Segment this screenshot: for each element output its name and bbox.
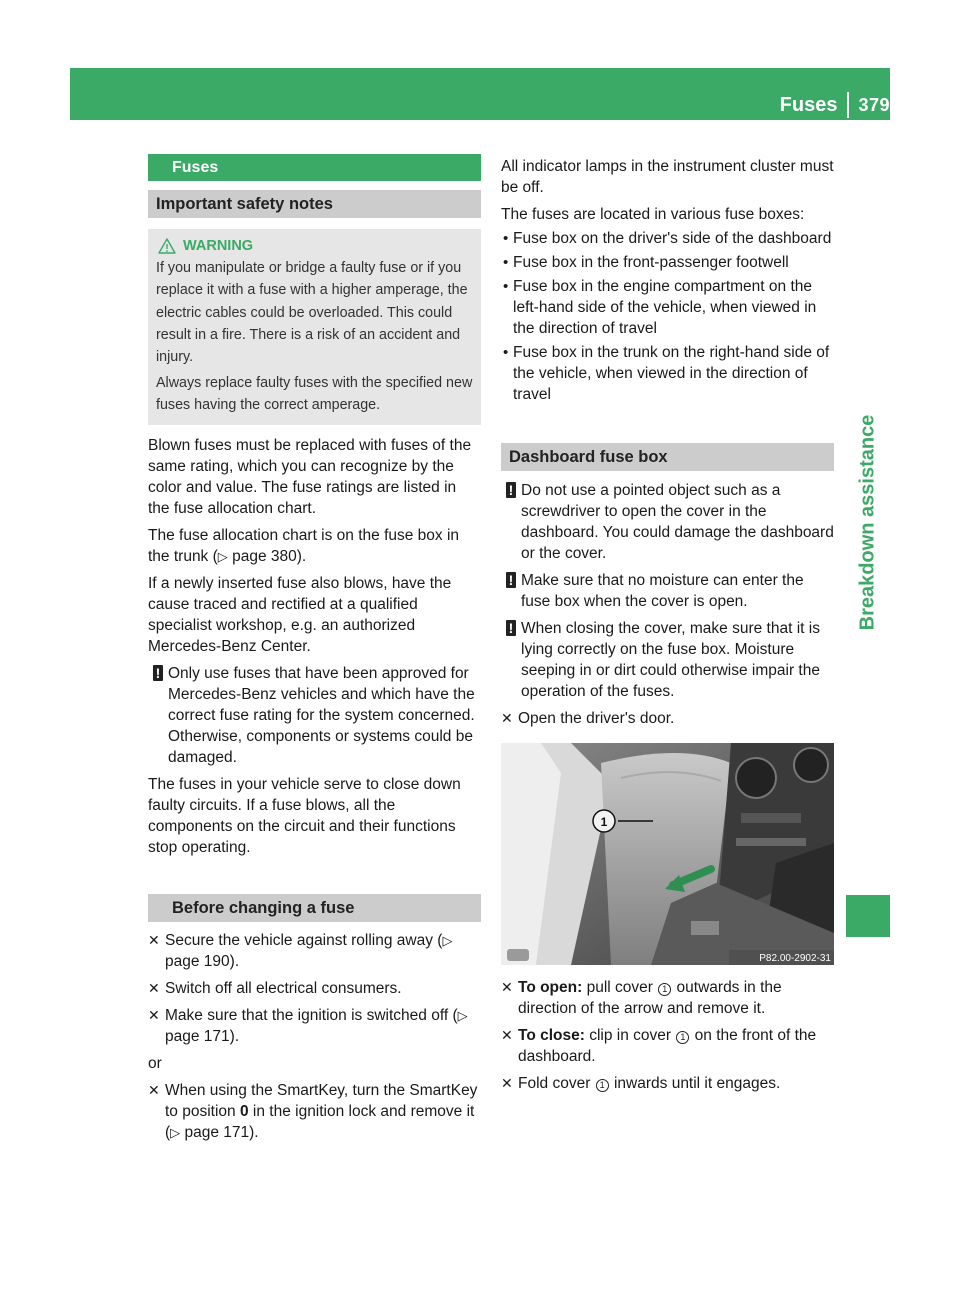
step bbox=[148, 930, 481, 972]
notice-exclamation-icon: ! bbox=[501, 571, 521, 589]
warning-text-2: Always replace faulty fuses with the specified new fuses having the correct amperage. bbox=[156, 375, 473, 414]
step-text: Switch off all electrical consumers. bbox=[165, 979, 402, 997]
paragraph: The fuses in your vehicle serve to close down faulty circuits. If a fuse blows, all the components on the circuit and their functions stop operating. bbox=[148, 775, 461, 856]
warning-box bbox=[148, 229, 481, 425]
text: Secure the vehicle against rolling away ( bbox=[165, 931, 443, 949]
dashboard-illustration bbox=[501, 743, 834, 965]
notice-exclamation-icon: ! bbox=[501, 619, 521, 637]
step-x-icon: ✕ bbox=[501, 1027, 513, 1043]
subsection-title: Important safety notes bbox=[148, 190, 481, 218]
step bbox=[148, 1005, 481, 1047]
page-ref-arrow-icon: ▷ bbox=[457, 1007, 468, 1023]
image-code: P82.00-2902-31 bbox=[759, 953, 831, 964]
step-x-icon: ✕ bbox=[148, 1081, 160, 1098]
notice bbox=[148, 663, 481, 768]
warning-text: If you manipulate or bridge a faulty fuse or if you replace it with a fuse with a higher amperage, the electric cables could be overloaded. This could result in a fire. There is a risk of an accident and injury. bbox=[156, 260, 468, 366]
step-text bbox=[165, 1005, 481, 1047]
notice-exclamation-icon: ! bbox=[501, 481, 521, 499]
section-title: Fuses bbox=[148, 154, 481, 181]
callout-number-icon: 1 bbox=[658, 983, 671, 996]
paragraph-allocation-chart bbox=[148, 525, 481, 567]
step-text bbox=[165, 930, 481, 972]
step-label: To close: bbox=[518, 1027, 585, 1044]
text: When using the SmartKey, turn the SmartKey to position bbox=[165, 1081, 478, 1120]
text: Fold cover bbox=[518, 1075, 595, 1092]
warning-label: WARNING bbox=[183, 238, 254, 254]
list-item bbox=[501, 228, 834, 249]
step-text bbox=[518, 977, 834, 1019]
list-item-text: Fuse box in the engine compartment on the left-hand side of the vehicle, when viewed in the direction of travel bbox=[513, 278, 817, 337]
page-ref-arrow-icon: ▷ bbox=[442, 932, 453, 948]
callout-number-icon: 1 bbox=[596, 1079, 609, 1092]
list-item-text: Fuse box on the driver's side of the dashboard bbox=[513, 230, 832, 247]
text: on the front of the dashboard. bbox=[518, 1027, 817, 1065]
right-column bbox=[501, 156, 834, 1094]
subsection-title-dashboard: Dashboard fuse box bbox=[501, 443, 834, 471]
step-x-icon: ✕ bbox=[501, 710, 513, 726]
page-ref-arrow-icon: ▷ bbox=[217, 548, 228, 564]
header-bar bbox=[70, 68, 890, 120]
notice bbox=[501, 480, 834, 564]
header-title bbox=[780, 90, 890, 120]
bullet-icon: • bbox=[503, 278, 509, 295]
text: ). bbox=[296, 547, 307, 565]
step-label: To open: bbox=[518, 979, 583, 996]
step-text bbox=[165, 1080, 481, 1143]
subsection-title-before-changing: Before changing a fuse bbox=[148, 894, 481, 922]
text: in the ignition lock and remove it ( bbox=[165, 1102, 475, 1141]
page-ref-link[interactable]: page 380 bbox=[232, 547, 297, 565]
page-ref-arrow-icon: ▷ bbox=[170, 1124, 181, 1140]
header-separator bbox=[847, 92, 849, 118]
paragraph: If a newly inserted fuse also blows, have the cause traced and rectified at a qualified specialist workshop, e.g. an authorized Mercedes-Benz Center. bbox=[148, 574, 452, 655]
text: Make sure that the ignition is switched off ( bbox=[165, 1006, 458, 1024]
step-text: Open the driver's door. bbox=[518, 710, 675, 727]
notice-text: When closing the cover, make sure that it is lying correctly on the fuse box. Moisture seeping in or dirt could otherwise impair the operation of the fuses. bbox=[521, 620, 820, 700]
text: inwards until it engages. bbox=[609, 1075, 781, 1092]
side-marker-block bbox=[846, 895, 890, 937]
chapter-title: Fuses bbox=[779, 93, 838, 116]
step bbox=[501, 1073, 834, 1094]
list-item bbox=[501, 276, 834, 339]
list-item-text: Fuse box in the trunk on the right-hand side of the vehicle, when viewed in the direction of travel bbox=[513, 344, 830, 403]
step-x-icon: ✕ bbox=[148, 979, 160, 996]
bullet-icon: • bbox=[503, 254, 509, 271]
text: ). bbox=[229, 952, 240, 970]
dashboard-fuse-box-image bbox=[501, 743, 834, 965]
paragraph: Blown fuses must be replaced with fuses of the same rating, which you can recognize by the color and value. The fuse ratings are listed in the fuse allocation chart. bbox=[148, 436, 472, 517]
paragraph: The fuses are located in various fuse boxes: bbox=[501, 206, 805, 223]
page-ref-link[interactable]: page 171 bbox=[165, 1027, 230, 1045]
list-item-text: Fuse box in the front-passenger footwell bbox=[513, 254, 789, 271]
paragraph: All indicator lamps in the instrument cluster must be off. bbox=[501, 158, 834, 196]
step bbox=[501, 1025, 834, 1067]
list-item bbox=[501, 252, 834, 273]
text: The fuse allocation chart is on the fuse box in the trunk ( bbox=[148, 526, 460, 565]
step-text bbox=[518, 1025, 834, 1067]
page-ref-link[interactable]: page 190 bbox=[165, 952, 230, 970]
text: ). bbox=[249, 1123, 259, 1141]
side-tab bbox=[846, 414, 890, 631]
step-x-icon: ✕ bbox=[148, 931, 160, 948]
notice-text: Make sure that no moisture can enter the fuse box when the cover is open. bbox=[521, 572, 804, 610]
notice bbox=[501, 618, 834, 702]
text: outwards in the direction of the arrow and remove it. bbox=[518, 979, 782, 1017]
notice-text: Do not use a pointed object such as a screwdriver to open the cover in the dashboard. You could damage the dashboard or the cover. bbox=[521, 482, 834, 562]
text: pull cover bbox=[582, 979, 658, 996]
step bbox=[148, 1080, 481, 1143]
step-x-icon: ✕ bbox=[148, 1006, 160, 1023]
step-x-icon: ✕ bbox=[501, 1075, 513, 1091]
step bbox=[501, 708, 834, 729]
left-column bbox=[148, 154, 481, 1143]
side-tab-label: Breakdown assistance bbox=[856, 414, 879, 631]
list-item bbox=[501, 342, 834, 405]
bullet-icon: • bbox=[503, 344, 509, 361]
image-callout-number: 1 bbox=[600, 815, 608, 829]
text: clip in cover bbox=[584, 1027, 676, 1044]
step-text bbox=[518, 1073, 780, 1094]
step bbox=[148, 978, 481, 999]
or-text: or bbox=[148, 1054, 162, 1072]
bullet-icon: • bbox=[503, 230, 509, 247]
callout-number-icon: 1 bbox=[676, 1031, 689, 1044]
warning-header bbox=[156, 235, 473, 257]
step-x-icon: ✕ bbox=[501, 979, 513, 995]
key-position: 0 bbox=[239, 1102, 249, 1120]
notice-exclamation-icon: ! bbox=[148, 664, 168, 682]
text: ). bbox=[229, 1027, 240, 1045]
page-ref-link[interactable]: page 171 bbox=[184, 1123, 250, 1141]
warning-triangle-icon bbox=[158, 238, 176, 254]
notice bbox=[501, 570, 834, 612]
notice-text: Only use fuses that have been approved for Mercedes-Benz vehicles and which have the correct fuse rating for the system concerned. Otherwise, components or systems could be damaged. bbox=[168, 664, 475, 766]
page-number: 379 bbox=[858, 94, 890, 115]
step bbox=[501, 977, 834, 1019]
